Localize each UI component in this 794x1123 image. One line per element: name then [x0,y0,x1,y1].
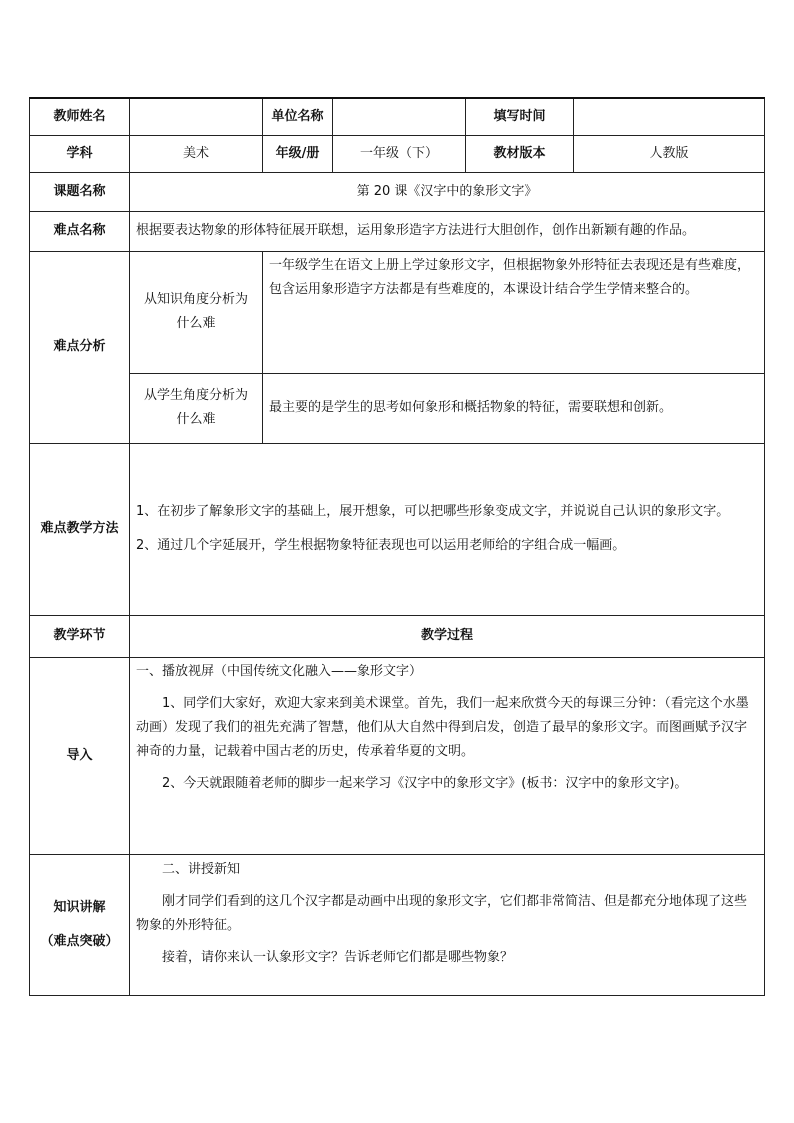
method-item-2: 2、通过几个字延展开，学生根据物象特征表现也可以运用老师给的字组合成一幅画。 [136,538,626,553]
intro-content [130,657,765,854]
knowledge-lecture-label-line1: 知识讲解 [53,899,106,915]
row-subject [30,135,765,172]
difficulty-name-label: 难点名称 [30,211,130,251]
teaching-process-header: 教学过程 [130,615,765,657]
teaching-method-content [130,443,765,615]
student-angle-label-line1: 从学生角度分析为 [143,388,248,403]
student-angle-text: 最主要的是学生的思考如何象形和概括物象的特征，需要联想和创新。 [263,373,765,443]
student-angle-label [130,373,263,443]
student-angle-label-line2: 什么难 [176,412,216,427]
grade-label: 年级/册 [263,135,333,172]
row-lesson-title [30,172,765,211]
lesson-title-label: 课题名称 [30,172,130,211]
subject-value: 美术 [130,135,263,172]
row-difficulty-name [30,211,765,251]
knowledge-angle-text: 一年级学生在语文上册上学过象形文字，但根据物象外形特征去表现还是有些难度，包含运用象形造字方法都是有些难度的，本课设计结合学生学情来整合的。 [263,251,765,373]
teacher-name-value [130,98,263,135]
unit-name-value [333,98,466,135]
teaching-stage-header: 教学环节 [30,615,130,657]
edition-label: 教材版本 [466,135,574,172]
knowledge-lecture-label [30,854,130,995]
method-item-1: 1、在初步了解象形文字的基础上，展开想象，可以把哪些形象变成文字，并说说自己认识的象形文字。 [136,504,730,519]
intro-paragraph-1: 1、同学们大家好，欢迎大家来到美术课堂。首先，我们一起来欣赏今天的每课三分钟：（看完这个水墨动画）发现了我们的祖先充满了智慧，他们从大自然中得到启发，创造了最早的象形文字。而图画赋予汉字神奇的力量，记载着中国古老的历史，传承着华夏的文明。 [136,695,749,759]
grade-value: 一年级（下） [333,135,466,172]
knowledge-content [130,854,765,995]
subject-label: 学科 [30,135,130,172]
lesson-title-value: 第 20 课《汉字中的象形文字》 [130,172,765,211]
fill-date-label: 填写时间 [466,98,574,135]
difficulty-name-value: 根据要表达物象的形体特征展开联想，运用象形造字方法进行大胆创作，创作出新颖有趣的作品。 [130,211,765,251]
knowledge-angle-label-line1: 从知识角度分析为 [143,292,248,307]
fill-date-value [574,98,765,135]
difficulty-analysis-label: 难点分析 [30,251,130,443]
teaching-method-label: 难点教学方法 [30,443,130,615]
intro-label: 导入 [30,657,130,854]
row-student-analysis [30,373,765,443]
row-knowledge [30,854,765,995]
row-process-header [30,615,765,657]
row-knowledge-analysis [30,251,765,373]
knowledge-lecture-label-line2: （难点突破） [40,933,119,949]
edition-value: 人教版 [574,135,765,172]
intro-heading: 一、播放视屏（中国传统文化融入——象形文字） [136,663,423,679]
lesson-plan-table [29,97,765,996]
knowledge-paragraph-2: 接着，请你来认一认象形文字？告诉老师它们都是哪些物象？ [162,949,514,965]
knowledge-paragraph-1: 刚才同学们看到的这几个汉字都是动画中出现的象形文字，它们都非常简洁、但是都充分地体现了这些物象的外形特征。 [136,893,748,933]
knowledge-angle-label [130,251,263,373]
knowledge-angle-label-line2: 什么难 [176,316,216,331]
teacher-name-label: 教师姓名 [30,98,130,135]
row-teacher [30,98,765,135]
row-method [30,443,765,615]
intro-paragraph-2: 2、今天就跟随着老师的脚步一起来学习《汉字中的象形文字》(板书：汉字中的象形文字)。 [162,775,688,791]
knowledge-heading: 二、讲授新知 [162,861,241,877]
row-intro [30,657,765,854]
unit-name-label: 单位名称 [263,98,333,135]
